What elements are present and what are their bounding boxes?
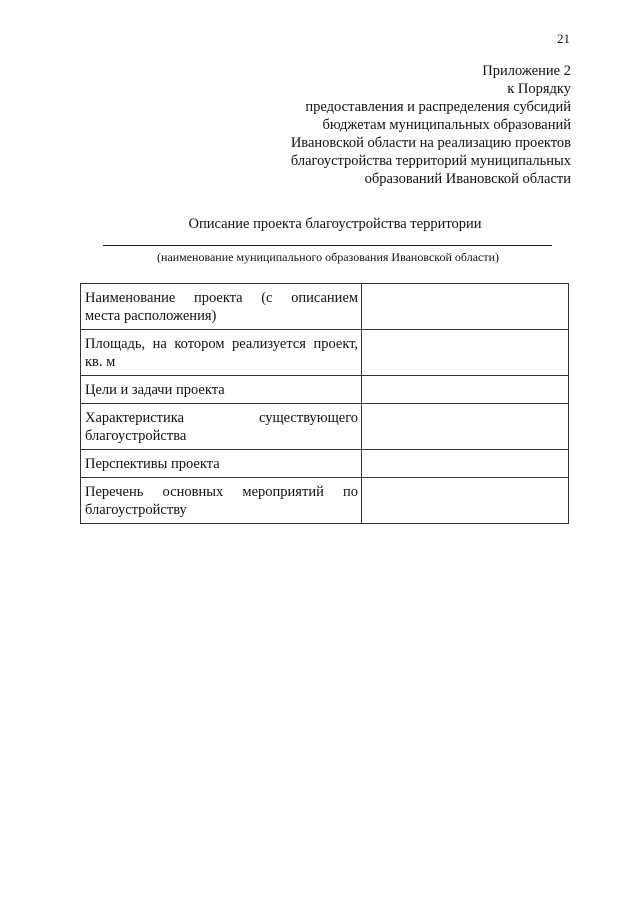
row-label-line: Перечень основных мероприятий по [85,484,359,500]
table-row [81,330,569,376]
row-label-existing-improvement [81,404,362,450]
row-value-cell[interactable] [362,478,569,524]
row-value-cell[interactable] [362,404,569,450]
row-label-line: благоустройства [85,428,187,444]
appendix-line: бюджетам муниципальных образований [322,117,571,133]
appendix-line: благоустройства территорий муниципальных [290,153,571,169]
page-number: 21 [557,31,570,46]
project-description-table [80,283,569,524]
row-label-line: благоустройству [85,502,187,518]
municipality-name-caption: (наименование муниципального образования Ивановской области) [156,250,500,264]
row-label-line: Площадь, на котором реализуется проект, [85,336,359,352]
row-label-line: Перспективы проекта [85,456,220,472]
appendix-line: к Порядку [507,81,571,97]
appendix-header [211,62,571,188]
row-label-area [81,330,362,376]
appendix-line: предоставления и распределения субсидий [305,99,571,115]
row-label-project-name [81,284,362,330]
document-title: Описание проекта благоустройства территории [188,216,482,232]
row-label-prospects [81,450,362,478]
row-value-cell[interactable] [362,376,569,404]
table-row [81,404,569,450]
row-value-cell[interactable] [362,330,569,376]
appendix-line: образований Ивановской области [364,171,571,187]
appendix-line: Приложение 2 [482,63,571,79]
row-label-line: Цели и задачи проекта [85,382,225,398]
municipality-name-line [103,245,552,246]
table-row [81,450,569,478]
row-label-line: места расположения) [85,308,217,324]
table-row [81,478,569,524]
row-label-line: Наименование проекта (с описанием [85,290,359,306]
row-label-activities [81,478,362,524]
appendix-line: Ивановской области на реализацию проектов [290,135,571,151]
row-value-cell[interactable] [362,450,569,478]
row-label-line: кв. м [85,354,116,370]
table-row [81,376,569,404]
row-value-cell[interactable] [362,284,569,330]
table-row [81,284,569,330]
row-label-line: Характеристика существующего [85,410,359,426]
row-label-goals [81,376,362,404]
